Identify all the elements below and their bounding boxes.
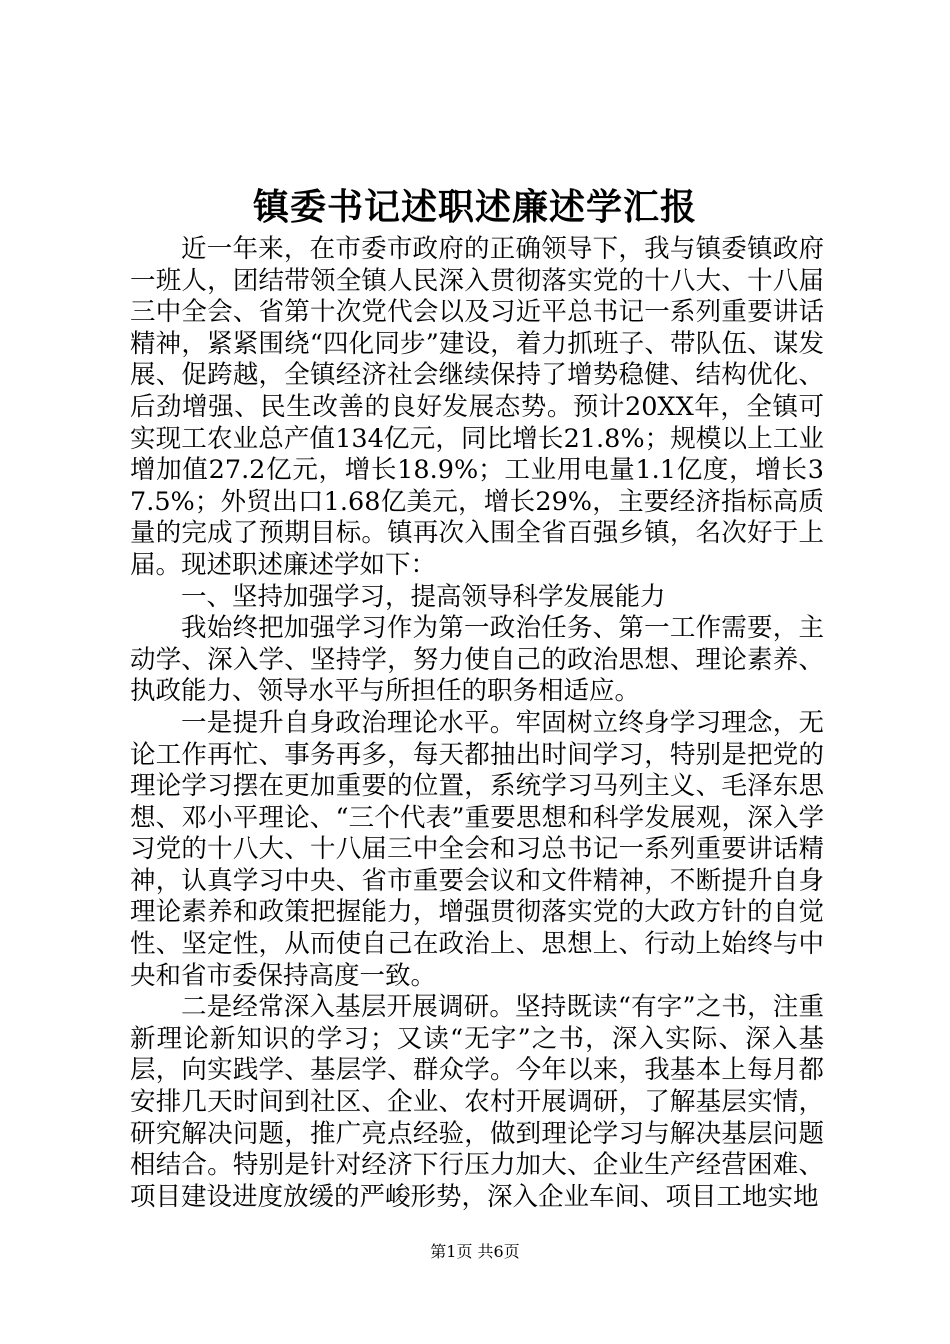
paragraph-theory-level: 一是提升自身政治理论水平。牢固树立终身学习理念，无论工作再忙、事务再多，每天都抽出时间学习，特别是把党的理论学习摆在更加重要的位置，系统学习马列主义、毛泽东思想、邓小平理论、“三个代表”重要思想和科学发展观，深入学习党的十八大、十八届三中全会和习总书记一系列重要讲话精神，认真学习中央、省市重要会议和文件精神，不断提升自身理论素养和政策把握能力，增强贯彻落实党的大政方针的自觉性、坚定性，从而使自己在政治上、思想上、行动上始终与中央和省市委保持高度一致。 (130, 707, 824, 991)
page-number-footer: 第1页 共6页 (430, 1242, 520, 1261)
document-body (130, 234, 824, 1213)
paragraph-study-overview: 我始终把加强学习作为第一政治任务、第一工作需要，主动学、深入学、坚持学，努力使自己的政治思想、理论素养、执政能力、领导水平与所担任的职务相适应。 (130, 613, 824, 707)
paragraph-intro: 近一年来，在市委市政府的正确领导下，我与镇委镇政府一班人，团结带领全镇人民深入贯彻落实党的十八大、十八届三中全会、省第十次党代会以及习近平总书记一系列重要讲话精神，紧紧围绕“四化同步”建设，着力抓班子、带队伍、谋发展、促跨越，全镇经济社会继续保持了增势稳健、结构优化、后劲增强、民生改善的良好发展态势。预计20XX年，全镇可实现工农业总产值134亿元，同比增长21.8%；规模以上工业增加值27.2亿元，增长18.9%；工业用电量1.1亿度，增长37.5%；外贸出口1.68亿美元，增长29%，主要经济指标高质量的完成了预期目标。镇再次入围全省百强乡镇，名次好于上届。现述职述廉述学如下： (130, 234, 824, 580)
paragraph-grassroots-research: 二是经常深入基层开展调研。坚持既读“有字”之书，注重新理论新知识的学习；又读“无字”之书，深入实际、深入基层，向实践学、基层学、群众学。今年以来，我基本上每月都安排几天时间到社区、企业、农村开展调研，了解基层实情，研究解决问题，推广亮点经验，做到理论学习与解决基层问题相结合。特别是针对经济下行压力加大、企业生产经营困难、项目建设进度放缓的严峻形势，深入企业车间、项目工地实地 (130, 992, 824, 1212)
section-heading-1: 一、坚持加强学习，提高领导科学发展能力 (181, 581, 666, 612)
document-title: 镇委书记述职述廉述学汇报 (252, 186, 697, 228)
